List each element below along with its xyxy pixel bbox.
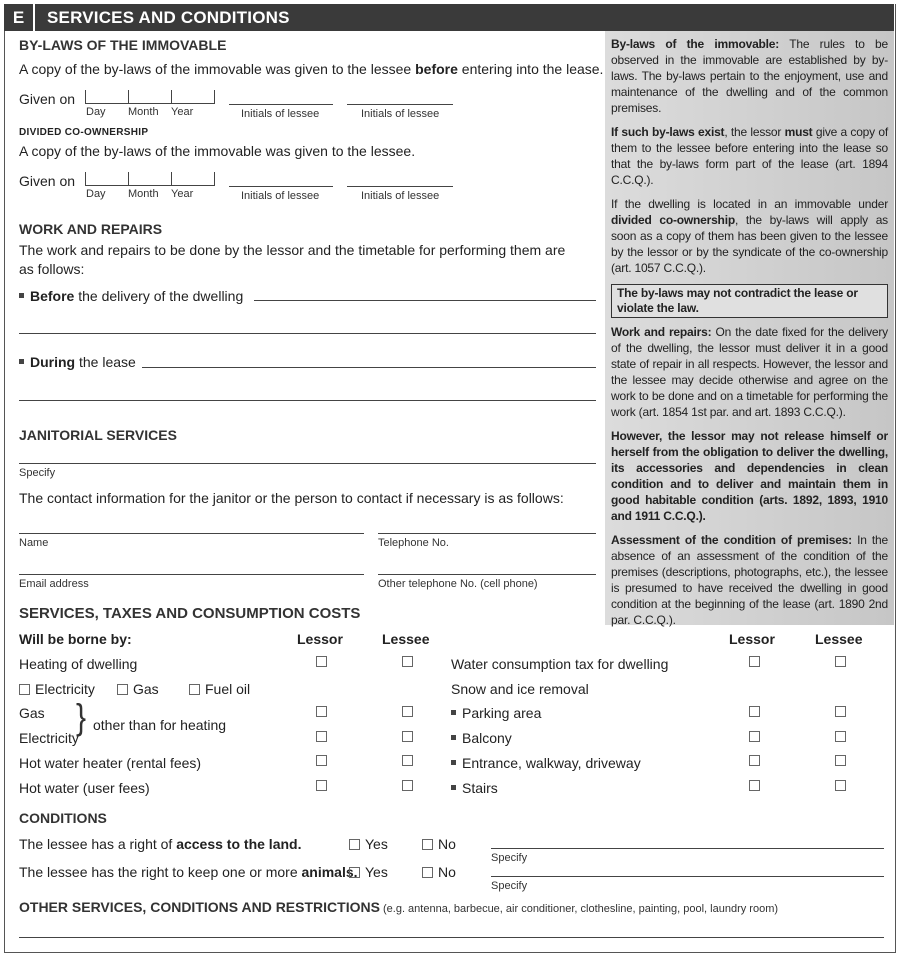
heating-electricity-option[interactable]: Electricity: [19, 681, 95, 697]
electricity-lessor-checkbox[interactable]: [316, 731, 327, 742]
note-bylaws-exist: If such by-laws exist, the lessor must give a copy of them to the lessee before entering into the lease so that the by-laws form part of the lease (art. 1894 C.C.Q.).: [611, 125, 888, 187]
section-header: [4, 4, 894, 31]
hot-water-user-lessee-checkbox[interactable]: [402, 780, 413, 791]
work-repairs-line1: The work and repairs to be done by the lessor and the timetable for performing them are: [19, 242, 566, 258]
animals-no[interactable]: No: [422, 864, 456, 880]
conditions-heading: CONDITIONS: [19, 810, 107, 826]
given-on-label: Given on: [19, 91, 76, 107]
balcony-lessor-checkbox[interactable]: [749, 731, 760, 742]
stairs-label: Stairs: [451, 780, 498, 796]
hot-water-user-lessor-checkbox[interactable]: [316, 780, 327, 791]
year-label: Year: [171, 106, 194, 118]
note-boxed-warning: The by-laws may not contradict the lease or violate the law.: [611, 284, 888, 318]
before-delivery-field[interactable]: [254, 300, 596, 301]
during-lease-field-2[interactable]: [19, 400, 596, 401]
during-lease-field[interactable]: [142, 367, 596, 368]
checkbox[interactable]: [422, 839, 433, 850]
parking-lessee-checkbox[interactable]: [835, 706, 846, 717]
specify-label: Specify: [19, 467, 56, 479]
other-services-heading: OTHER SERVICES, CONDITIONS AND RESTRICTIONS (e.g. antenna, barbecue, air conditioner, clothesline, painting, pool, laundry room): [19, 899, 779, 915]
month-label: Month: [128, 188, 159, 200]
access-land-specify-field[interactable]: [491, 848, 884, 849]
work-repairs-line2: as follows:: [19, 261, 85, 277]
specify-label: Specify: [491, 852, 528, 864]
checkbox[interactable]: [189, 684, 200, 695]
access-land-no[interactable]: No: [422, 836, 456, 852]
balcony-label: Balcony: [451, 730, 512, 746]
janitorial-specify-field[interactable]: [19, 463, 596, 464]
co-ownership-heading: DIVIDED CO-OWNERSHIP: [19, 127, 149, 138]
hot-water-user-label: Hot water (user fees): [19, 780, 150, 796]
work-repairs-heading: WORK AND REPAIRS: [19, 221, 163, 237]
checkbox[interactable]: [422, 867, 433, 878]
bullet-icon: [19, 359, 24, 364]
stairs-lessor-checkbox[interactable]: [749, 780, 760, 791]
given-on-label: Given on: [19, 173, 76, 189]
initials-label-2: Initials of lessee: [361, 108, 440, 120]
year-label: Year: [171, 188, 194, 200]
initials-field-1[interactable]: [229, 186, 333, 187]
section-title: SERVICES AND CONDITIONS: [47, 8, 290, 27]
other-than-heating-label: other than for heating: [93, 717, 227, 733]
entrance-lessor-checkbox[interactable]: [749, 755, 760, 766]
checkbox[interactable]: [349, 839, 360, 850]
co-ownership-sentence: A copy of the by-laws of the immovable was given to the lessee.: [19, 143, 416, 159]
janitor-email-field[interactable]: [19, 574, 364, 575]
heating-lessee-checkbox[interactable]: [402, 656, 413, 667]
access-land-label: The lessee has a right of access to the land.: [19, 836, 302, 852]
other-services-field[interactable]: [19, 937, 884, 938]
before-delivery-label: Before the delivery of the dwelling: [19, 288, 243, 304]
bullet-icon: [19, 293, 24, 298]
before-delivery-field-2[interactable]: [19, 333, 596, 334]
checkbox[interactable]: [117, 684, 128, 695]
lessor-column-header: Lessor: [297, 631, 343, 647]
month-label: Month: [128, 106, 159, 118]
janitor-telephone-field[interactable]: [378, 533, 596, 534]
parking-lessor-checkbox[interactable]: [749, 706, 760, 717]
access-land-yes[interactable]: Yes: [349, 836, 388, 852]
parking-label: Parking area: [451, 705, 541, 721]
bullet-icon: [451, 735, 456, 740]
checkbox[interactable]: [19, 684, 30, 695]
checkbox[interactable]: [349, 867, 360, 878]
bullet-icon: [451, 710, 456, 715]
janitor-name-field[interactable]: [19, 533, 364, 534]
legal-notes-sidebar: [605, 31, 894, 625]
water-tax-lessee-checkbox[interactable]: [835, 656, 846, 667]
note-co-ownership: If the dwelling is located in an immovable under divided co-ownership, the by-laws will apply as soon as a copy of them has been given to the lessee by the lessor or by the syndicate of the co-ownership (art. 1057 C.C.Q.).: [611, 197, 888, 275]
stairs-lessee-checkbox[interactable]: [835, 780, 846, 791]
initials-field-2[interactable]: [347, 186, 453, 187]
water-tax-lessor-checkbox[interactable]: [749, 656, 760, 667]
date-field[interactable]: [85, 172, 214, 186]
janitorial-heading: JANITORIAL SERVICES: [19, 427, 177, 443]
electricity-label: Electricity: [19, 730, 79, 746]
animals-label: The lessee has the right to keep one or more animals.: [19, 864, 358, 880]
heating-gas-option[interactable]: Gas: [117, 681, 159, 697]
heating-fuel-oil-option[interactable]: Fuel oil: [189, 681, 250, 697]
lessee-column-header-right: Lessee: [815, 631, 863, 647]
hot-water-heater-label: Hot water heater (rental fees): [19, 755, 202, 771]
hot-water-heater-lessor-checkbox[interactable]: [316, 755, 327, 766]
bullet-icon: [451, 785, 456, 790]
heating-label: Heating of dwelling: [19, 656, 138, 672]
specify-label: Specify: [491, 880, 528, 892]
gas-label: Gas: [19, 705, 45, 721]
email-label: Email address: [19, 578, 89, 590]
note-assessment: Assessment of the condition of premises: In the absence of an assessment of the condition of the premises (descriptions, photographs, etc.), the lessee is presumed to have received the dwelling in good condition at the beginning of the lease (art. 1890 2nd par. C.C.Q.).: [611, 533, 888, 627]
heating-lessor-checkbox[interactable]: [316, 656, 327, 667]
animals-specify-field[interactable]: [491, 876, 884, 877]
hot-water-heater-lessee-checkbox[interactable]: [402, 755, 413, 766]
animals-yes[interactable]: Yes: [349, 864, 388, 880]
gas-lessor-checkbox[interactable]: [316, 706, 327, 717]
services-heading: SERVICES, TAXES AND CONSUMPTION COSTS: [19, 605, 361, 622]
entrance-label: Entrance, walkway, driveway: [451, 755, 641, 771]
day-label: Day: [86, 188, 106, 200]
date-field[interactable]: [85, 90, 214, 104]
section-letter: E: [4, 4, 35, 31]
initials-label-1: Initials of lessee: [241, 108, 320, 120]
initials-label-1: Initials of lessee: [241, 190, 320, 202]
lessee-column-header: Lessee: [382, 631, 430, 647]
borne-by-label: Will be borne by:: [19, 631, 132, 647]
name-label: Name: [19, 537, 49, 549]
other-telephone-label: Other telephone No. (cell phone): [378, 578, 538, 590]
bylaws-sentence: A copy of the by-laws of the immovable was given to the lessee before entering into the lease.: [19, 61, 604, 77]
lessor-column-header-right: Lessor: [729, 631, 775, 647]
initials-label-2: Initials of lessee: [361, 190, 440, 202]
entrance-lessee-checkbox[interactable]: [835, 755, 846, 766]
brace-icon: }: [76, 697, 87, 738]
telephone-label: Telephone No.: [378, 537, 449, 549]
note-lessor-obligation: However, the lessor may not release himself or herself from the obligation to deliver the dwelling, its accessories and dependencies in clean condition and to deliver and maintain them in good habitable condition (arts. 1892, 1893, 1910 and 1911 C.C.Q.).: [611, 429, 888, 523]
note-bylaws: By-laws of the immovable: The rules to be observed in the immovable are established by by-laws. The by-laws pertain to the enjoyment, use and maintenance of the dwelling and of the common premises.: [611, 37, 888, 115]
janitor-contact-text: The contact information for the janitor or the person to contact if necessary is as follows:: [19, 490, 564, 506]
note-work-repairs: Work and repairs: On the date fixed for the delivery of the dwelling, the lessor must deliver it in a good state of repair in all respects. However, the lessor and the lessee may decide otherwise and agree on the work to be done and on a timetable for performing the work (art. 1854 1st par. and art. 1893 C.C.Q.).: [611, 325, 888, 419]
balcony-lessee-checkbox[interactable]: [835, 731, 846, 742]
water-tax-label: Water consumption tax for dwelling: [451, 656, 669, 672]
snow-removal-label: Snow and ice removal: [451, 681, 589, 697]
gas-lessee-checkbox[interactable]: [402, 706, 413, 717]
bullet-icon: [451, 760, 456, 765]
initials-field-2[interactable]: [347, 104, 453, 105]
initials-field-1[interactable]: [229, 104, 333, 105]
electricity-lessee-checkbox[interactable]: [402, 731, 413, 742]
bylaws-heading: BY-LAWS OF THE IMMOVABLE: [19, 37, 227, 53]
day-label: Day: [86, 106, 106, 118]
janitor-other-telephone-field[interactable]: [378, 574, 596, 575]
during-lease-label: During the lease: [19, 354, 136, 370]
